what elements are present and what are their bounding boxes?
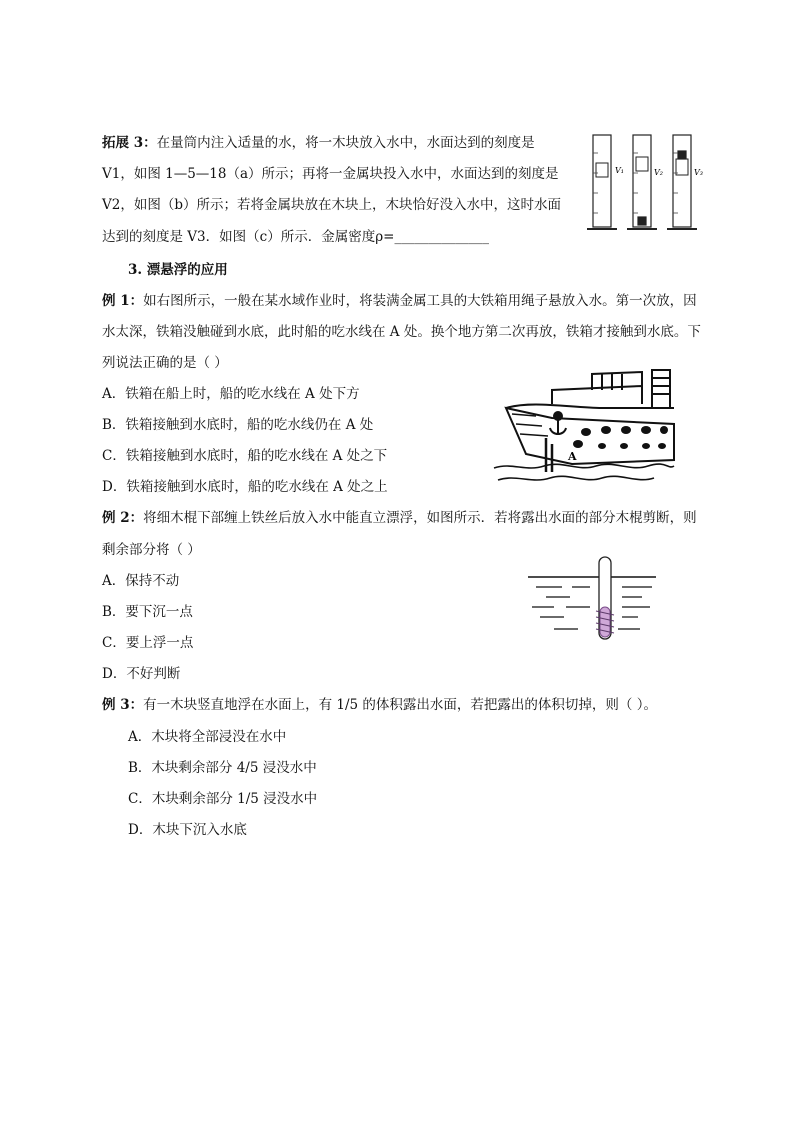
- waterline-label-a: A: [568, 450, 577, 463]
- ex2-option-b: B．要下沉一点: [102, 604, 193, 620]
- ex1-option-b: B．铁箱接触到水底时，船的吃水线仍在 A 处: [102, 417, 374, 433]
- ex1-option-c: C．铁箱接触到水底时，船的吃水线在 A 处之下: [102, 448, 388, 464]
- ex1-option-d: D．铁箱接触到水底时，船的吃水线在 A 处之上: [102, 479, 388, 495]
- ex3-option-b: B．木块剩余部分 4/5 浸没水中: [128, 760, 317, 776]
- ex2-line1: [102, 508, 697, 528]
- ex1-label: 例 1：: [102, 293, 144, 309]
- ex1-line1: [102, 291, 697, 311]
- ex1-option-a: A．铁箱在船上时，船的吃水线在 A 处下方: [102, 386, 360, 402]
- ex2-text-1: 将细木棍下部缠上铁丝后放入水中能直立漂浮，如图所示．若将露出水面的部分木棍剪断，则: [143, 510, 697, 526]
- ex2-label: 例 2：: [102, 510, 144, 526]
- ex1-line3: 列说法正确的是（ ）: [102, 355, 228, 371]
- ext3-line4: 达到的刻度是 V3．如图（c）所示．金属密度ρ=______________: [102, 229, 489, 245]
- ext3-label: 拓展 3：: [102, 135, 157, 151]
- ex3-option-a: A．木块将全部浸没在水中: [128, 729, 287, 745]
- ex3-line1: [102, 695, 657, 715]
- ship-figure: [492, 368, 676, 486]
- ex2-option-c: C．要上浮一点: [102, 635, 194, 651]
- ex3-text-1: 有一木块竖直地浮在水面上，有 1/5 的体积露出水面，若把露出的体积切掉，则（ ）。: [143, 697, 657, 713]
- ex3-option-c: C．木块剩余部分 1/5 浸没水中: [128, 791, 318, 807]
- ex3-label: 例 3：: [102, 697, 144, 713]
- ex2-option-d: D．不好判断: [102, 666, 181, 682]
- floating-stick-figure: [526, 555, 660, 641]
- ex2-option-a: A．保持不动: [102, 573, 180, 589]
- ex1-text-1: 如右图所示，一般在某水域作业时，将装满金属工具的大铁箱用绳子悬放入水。第一次放，因: [143, 293, 697, 309]
- ext3-line1: [102, 133, 535, 153]
- ext3-line2: V1，如图 1—5—18（a）所示；再将一金属块投入水中，水面达到的刻度是: [102, 166, 559, 182]
- ex3-option-d: D．木块下沉入水底: [128, 822, 247, 838]
- label-v3: V₃: [694, 168, 703, 177]
- ext3-text-1: 在量筒内注入适量的水，将一木块放入水中，水面达到的刻度是: [156, 135, 535, 151]
- ex2-line2: 剩余部分将（ ）: [102, 542, 201, 558]
- label-v2: V₂: [654, 168, 663, 177]
- ext3-line3: V2，如图（b）所示；若将金属块放在木块上，木块恰好没入水中，这时水面: [102, 197, 561, 213]
- section-title: 3. 漂悬浮的应用: [128, 262, 228, 278]
- measuring-cylinders-figure: [585, 133, 715, 237]
- ex1-line2: 水太深，铁箱没触碰到水底，此时船的吃水线在 A 处。换个地方第二次再放，铁箱才接触到水底。下: [102, 324, 701, 340]
- label-v1: V₁: [615, 166, 624, 175]
